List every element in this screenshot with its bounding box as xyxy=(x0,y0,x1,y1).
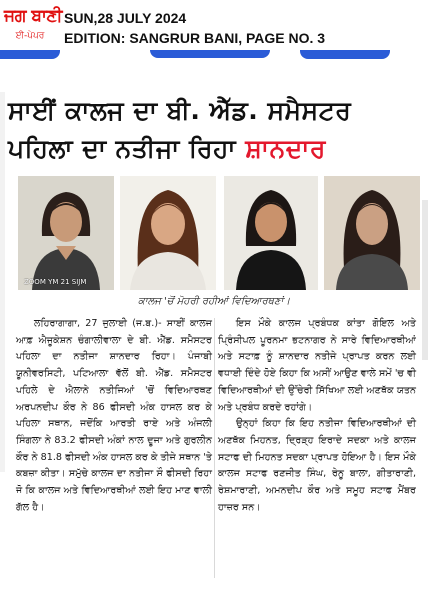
headline-line-2 xyxy=(8,130,420,168)
logo-sub-text: ਈ-ਪੇਪਰ xyxy=(15,31,45,41)
article-paragraph: ਇਸ ਮੌਕੇ ਕਾਲਜ ਪ੍ਰਬੰਧਕ ਕਾਂਤਾ ਗੋਇਲ ਅਤੇ ਪ੍ਰਿੰਸੀਪਲ ਪੂਰਨਮਾ ਭਟਨਾਗਰ ਨੇ ਸਾਰੇ ਵਿਦਿਆਰਥੀਆਂ ਅਤੇ ਸਟਾਫ਼ ਨੂੰ ਸ਼ਾਨਦਾਰ ਨਤੀਜੇ ਪ੍ਰਾਪਤ ਕਰਨ ਲਈ ਵਧਾਈ ਦਿੰਦੇ ਹੋਏ ਕਿਹਾ ਕਿ ਅਸੀਂ ਆਉਣ ਵਾਲੇ ਸਮੇਂ 'ਚ ਵੀ ਵਿਦਿਆਰਥੀਆਂ ਦੀ ਉੱਚੇਰੀ ਸਿੱਖਿਆ ਲਈ ਅਣਥੱਕ ਯਤਨ ਅਤੇ ਪ੍ਰਬੰਧ ਕਰਦੇ ਰਹਾਂਗੇ। xyxy=(218,318,416,413)
jagbani-logo[interactable] xyxy=(2,4,63,48)
masthead-remnant xyxy=(0,50,428,66)
page-margin-shade xyxy=(0,92,5,472)
student-photos xyxy=(12,176,420,290)
student-photo-1 xyxy=(18,176,114,290)
portrait-illustration xyxy=(224,176,318,290)
photo-stamp: ZOOM YM 21 SIJM xyxy=(24,278,87,286)
edition-info xyxy=(64,8,325,48)
article-column-right xyxy=(218,316,416,516)
headline-line-2-text: ਪਹਿਲਾ ਦਾ ਨਤੀਜਾ ਰਿਹਾ xyxy=(8,134,237,163)
headline-highlight: ਸ਼ਾਨਦਾਰ xyxy=(245,134,326,163)
headline-line-1: ਸਾਈਂ ਕਾਲਜ ਦਾ ਬੀ. ਐੱਡ. ਸਮੈਸਟਰ xyxy=(8,96,352,125)
article-paragraph: ਲਹਿਰਾਗਾਗਾ, 27 ਜੁਲਾਈ (ਜ.ਬ.)- ਸਾਈਂ ਕਾਲਜ ਆਫ਼ ਐਜੂਕੇਸ਼ਨ ਚੰਗਾਲੀਵਾਲਾ ਦੇ ਬੀ. ਐੱਡ. ਸਮੈਸਟਰ ਪਹਿਲਾ ਦਾ ਨਤੀਜਾ ਸ਼ਾਨਦਾਰ ਰਿਹਾ। ਪੰਜਾਬੀ ਯੂਨੀਵਰਸਿਟੀ, ਪਟਿਆਲਾ ਵੱਲੋਂ ਬੀ. ਐੱਡ. ਸਮੈਸਟਰ ਪਹਿਲੇ ਦੇ ਐਲਾਨੇ ਨਤੀਜਿਆਂ 'ਚੋਂ ਵਿਦਿਆਰਥਣ ਅਰਪਨਦੀਪ ਕੌਰ ਨੇ 86 ਫੀਸਦੀ ਅੰਕ ਹਾਸਲ ਕਰ ਕੇ ਪਹਿਲਾ ਸਥਾਨ, ਜਦੋਂਕਿ ਆਰਤੀ ਰਾਏ ਅਤੇ ਅੰਜਲੀ ਸਿੰਗਲਾ ਨੇ 83.2 ਫੀਸਦੀ ਅੰਕਾਂ ਨਾਲ ਦੂਜਾ ਅਤੇ ਗੁਰਲੀਨ ਕੌਰ ਨੇ 81.8 ਫੀਸਦੀ ਅੰਕ ਹਾਸਲ ਕਰ ਕੇ ਤੀਜੇ ਸਥਾਨ 'ਤੇ ਕਬਜ਼ਾ ਕੀਤਾ। ਸਮੁੱਚੇ ਕਾਲਜ ਦਾ ਨਤੀਜਾ ਸੌ ਫੀਸਦੀ ਰਿਹਾ ਜੋ ਕਿ ਕਾਲਜ ਅਤੇ ਵਿਦਿਆਰਥੀਆਂ ਲਈ ਇਹ ਮਾਣ ਵਾਲੀ ਗੱਲ ਹੈ। xyxy=(16,318,212,513)
masthead-shape xyxy=(0,50,60,59)
logo-main-text: ਜਗ ਬਾਣੀ xyxy=(4,6,63,26)
student-photo-2 xyxy=(120,176,216,290)
masthead-shape xyxy=(300,50,390,59)
portrait-illustration xyxy=(120,176,216,290)
edition-label: EDITION: SANGRUR BANI, PAGE NO. 3 xyxy=(64,30,326,46)
article-column-left xyxy=(16,316,212,516)
student-photo-3 xyxy=(224,176,318,290)
portrait-illustration xyxy=(324,176,420,290)
epaper-header xyxy=(0,0,428,50)
article-headline xyxy=(8,92,420,168)
page-margin-shade xyxy=(422,200,428,360)
photo-caption: ਕਾਲਜ 'ਚੋਂ ਮੋਹਰੀ ਰਹੀਆਂ ਵਿਦਿਆਰਥਣਾਂ। xyxy=(137,296,291,307)
portrait-illustration xyxy=(18,176,114,290)
column-divider xyxy=(214,318,215,578)
student-photo-4 xyxy=(324,176,420,290)
publication-date: SUN,28 JULY 2024 xyxy=(64,10,187,26)
article-paragraph: ਉਨ੍ਹਾਂ ਕਿਹਾ ਕਿ ਇਹ ਨਤੀਜਾ ਵਿਦਿਆਰਥੀਆਂ ਦੀ ਅਣਥੱਕ ਮਿਹਨਤ, ਦ੍ਰਿੜ੍ਹ ਇਰਾਦੇ ਸਦਕਾ ਅਤੇ ਕਾਲਜ ਸਟਾਫ ਦੀ ਮਿਹਨਤ ਸਦਕਾ ਪ੍ਰਾਪਤ ਹੋਇਆ ਹੈ। ਇਸ ਮੌਕੇ ਕਾਲਜ ਸਟਾਫ ਰਣਜੀਤ ਸਿੰਘ, ਰੇਨੂ ਬਾਲਾ, ਗੀਤਾਰਾਣੀ, ਰੇਸ਼ਮਾਰਾਣੀ, ਅਮਨਦੀਪ ਕੌਰ ਅਤੇ ਸਮੂਹ ਸਟਾਫ ਮੈਂਬਰ ਹਾਜ਼ਰ ਸਨ। xyxy=(218,418,416,513)
masthead-shape xyxy=(150,50,270,58)
